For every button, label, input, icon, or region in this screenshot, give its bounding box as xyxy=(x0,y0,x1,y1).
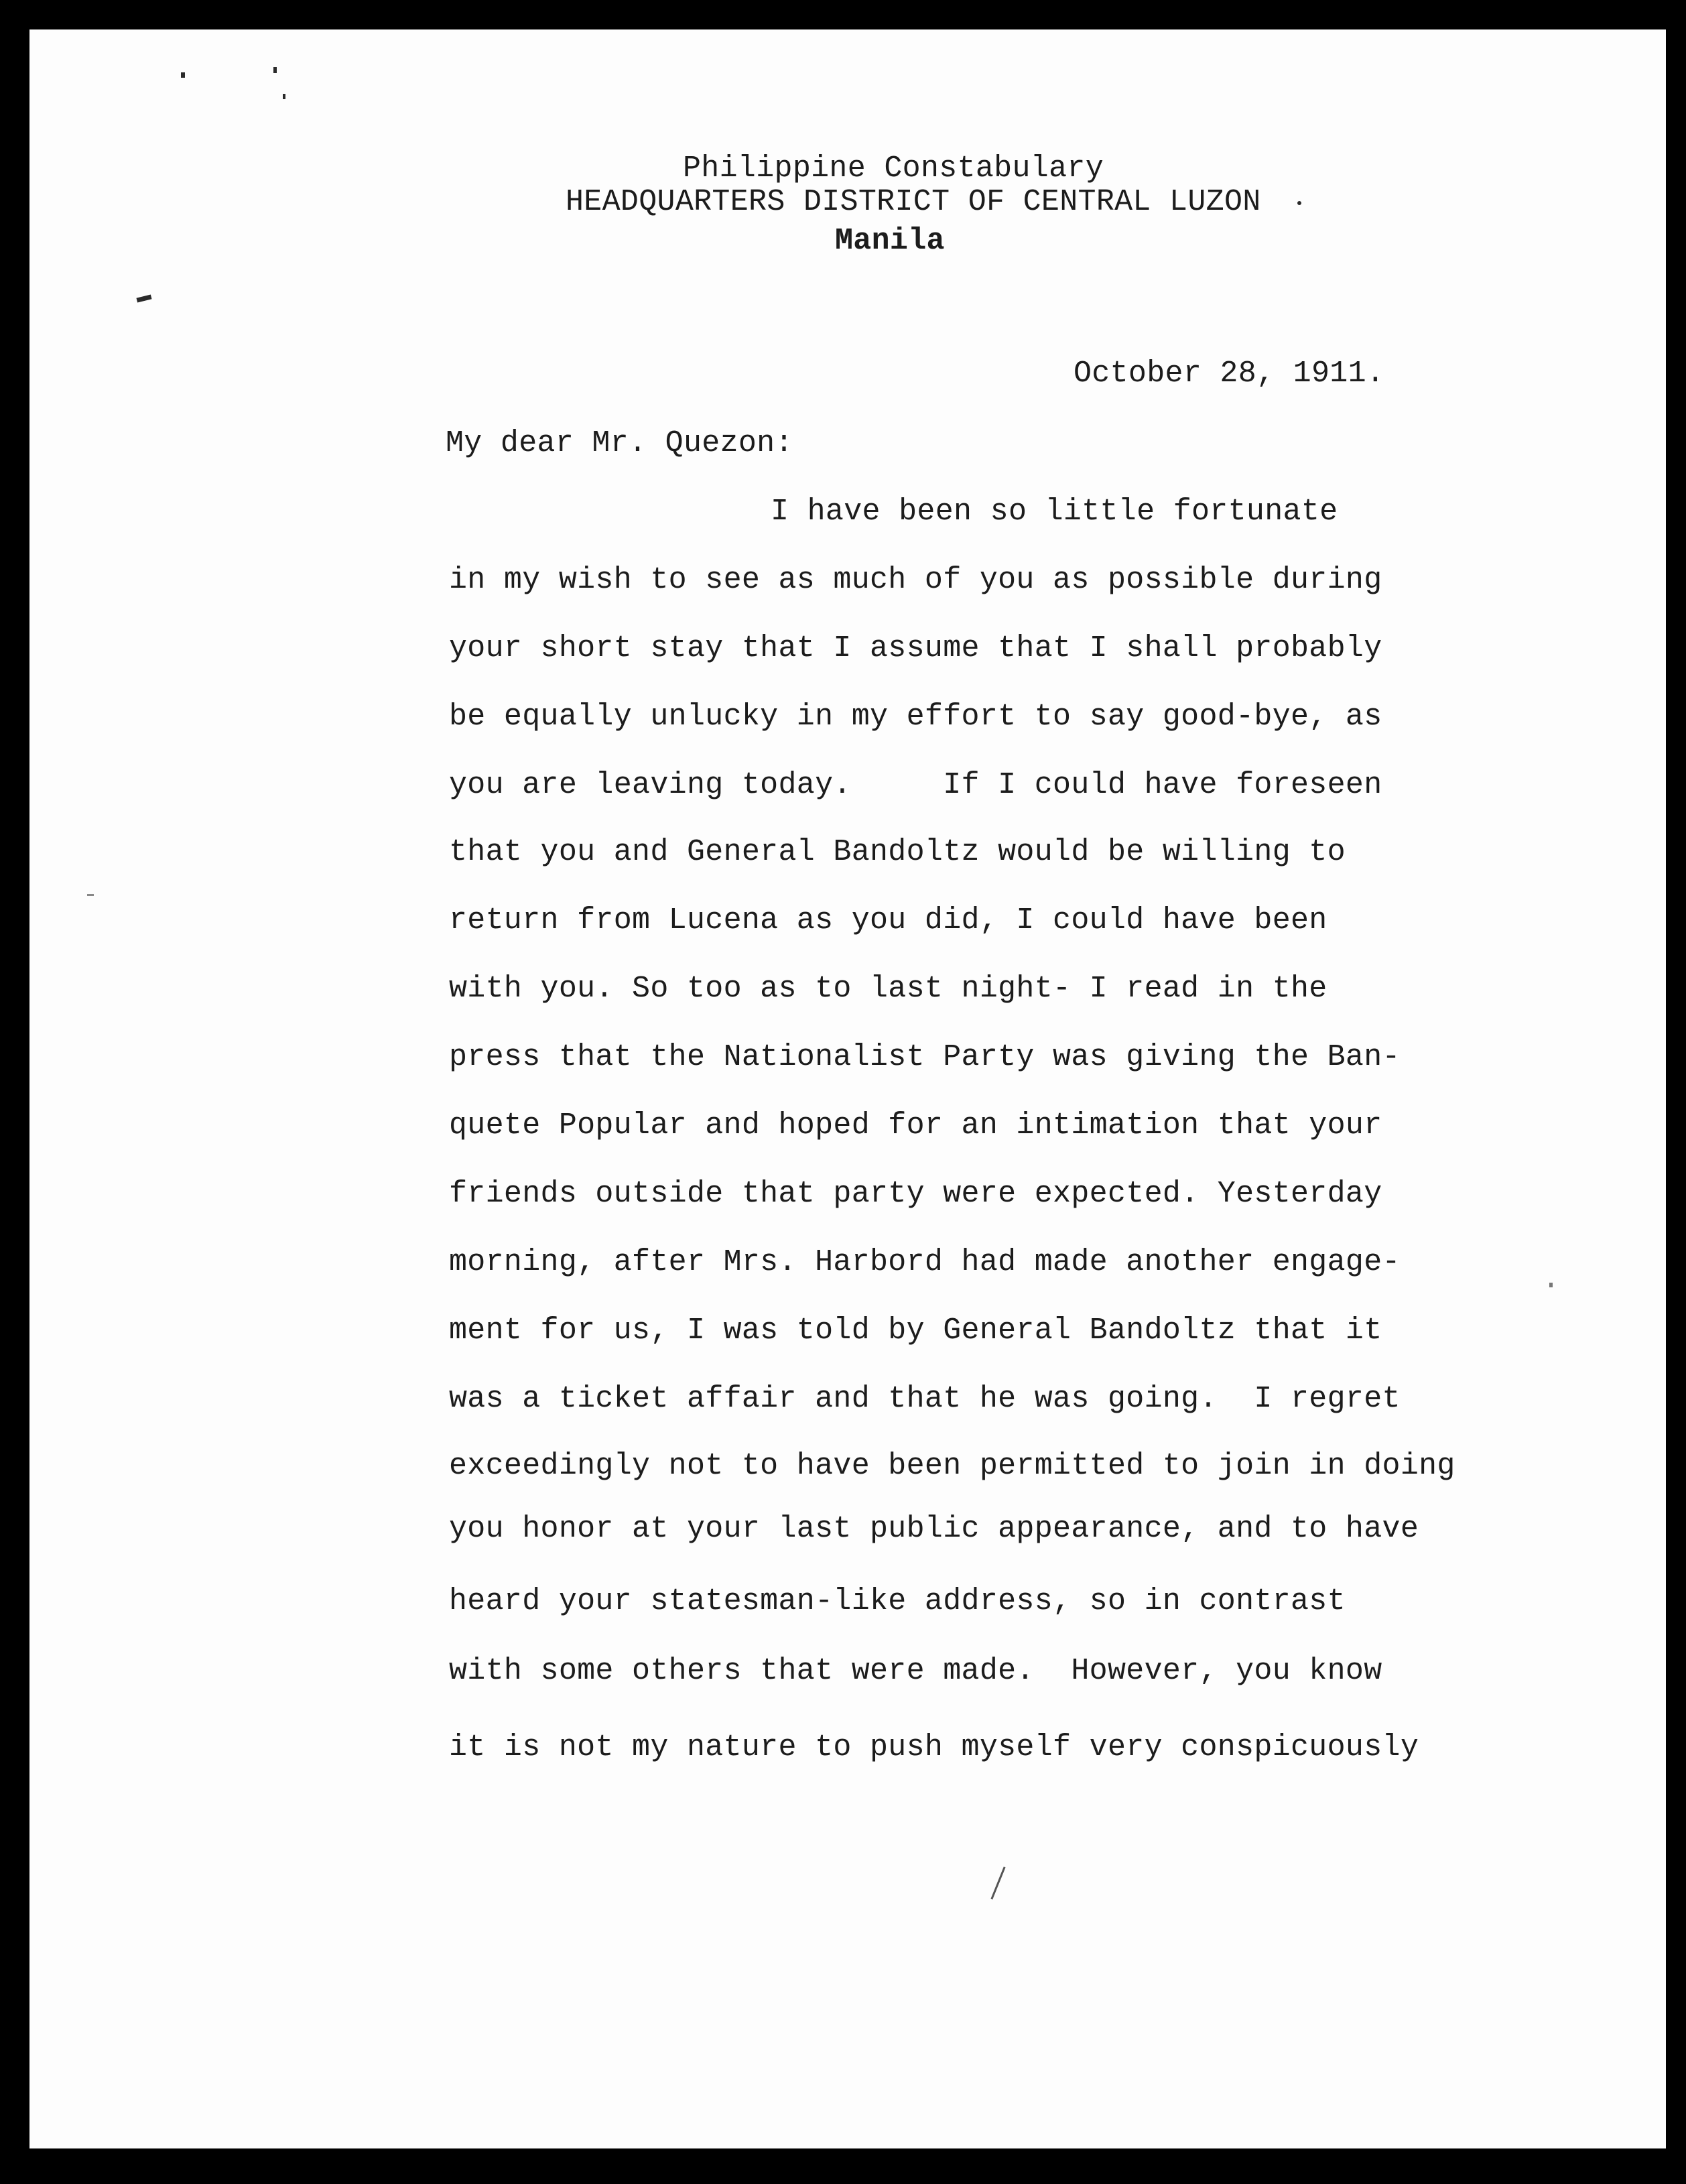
scan-speck xyxy=(181,72,185,78)
scan-mark xyxy=(990,1866,1005,1899)
body-line-18: with some others that were made. However, you know xyxy=(449,1654,1382,1688)
body-line-13: ment for us, I was told by General Bandoltz that it xyxy=(449,1313,1382,1348)
body-line-7: return from Lucena as you did, I could have been xyxy=(449,903,1327,938)
scan-speck xyxy=(87,894,94,896)
body-line-19: it is not my nature to push myself very conspicuously xyxy=(449,1730,1419,1764)
body-line-5: you are leaving today. If I could have foreseen xyxy=(449,768,1382,802)
letterhead-line-1: Philippine Constabulary xyxy=(683,151,1104,186)
scan-speck xyxy=(1297,201,1301,205)
body-line-14: was a ticket affair and that he was going. I regret xyxy=(449,1382,1401,1416)
body-line-4: be equally unlucky in my effort to say good-bye, as xyxy=(449,700,1382,734)
body-line-6: that you and General Bandoltz would be willing to xyxy=(449,835,1346,869)
body-line-16: you honor at your last public appearance, and to have xyxy=(449,1512,1419,1546)
scan-speck xyxy=(136,294,151,302)
letter-date: October 28, 1911. xyxy=(1074,357,1385,391)
scan-speck xyxy=(273,67,277,73)
body-line-1: I have been so little fortunate xyxy=(771,495,1338,529)
document-page xyxy=(29,29,1666,2148)
body-line-3: your short stay that I assume that I shall probably xyxy=(449,631,1382,665)
body-line-15: exceedingly not to have been permitted to join in doing xyxy=(449,1449,1455,1483)
body-line-2: in my wish to see as much of you as possible during xyxy=(449,563,1382,597)
body-line-9: press that the Nationalist Party was giving the Ban- xyxy=(449,1040,1401,1074)
scan-speck xyxy=(1549,1283,1553,1287)
letterhead-line-2: HEADQUARTERS DISTRICT OF CENTRAL LUZON xyxy=(566,185,1261,219)
body-line-17: heard your statesman-like address, so in contrast xyxy=(449,1584,1346,1618)
salutation: My dear Mr. Quezon: xyxy=(446,426,793,460)
body-line-11: friends outside that party were expected. Yesterday xyxy=(449,1177,1382,1211)
body-line-8: with you. So too as to last night- I read in the xyxy=(449,972,1327,1006)
scan-speck xyxy=(283,94,285,99)
body-line-12: morning, after Mrs. Harbord had made another engage- xyxy=(449,1245,1401,1279)
letterhead-line-3: Manila xyxy=(835,224,945,258)
body-line-10: quete Popular and hoped for an intimation that your xyxy=(449,1108,1382,1143)
